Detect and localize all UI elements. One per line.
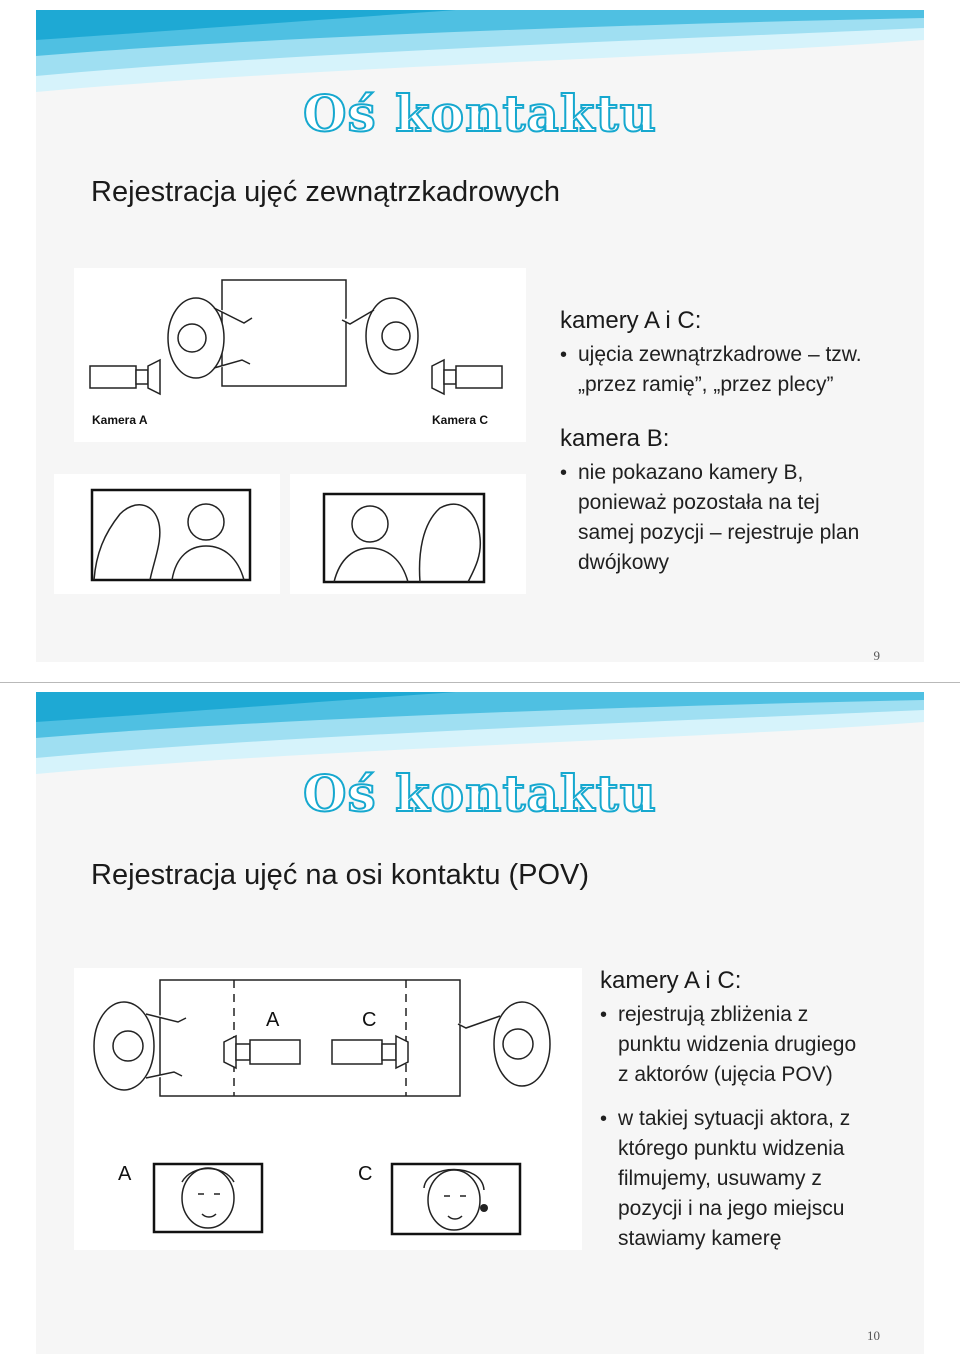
bullet-item — [600, 1000, 910, 1090]
page-number: 9 — [873, 648, 880, 662]
slide-text-block — [600, 966, 910, 1254]
bullet-line: z aktorów (ujęcia POV) — [618, 1063, 833, 1086]
bullet-item — [560, 340, 900, 400]
camera-c-label: Kamera C — [432, 413, 489, 427]
frame-a-label: A — [118, 1163, 132, 1185]
frame-over-shoulder-2 — [290, 474, 526, 594]
bullet-item — [600, 1104, 910, 1254]
camera-c-icon — [332, 1036, 408, 1068]
slide-subtitle: Rejestracja ujęć na osi kontaktu (POV) — [91, 859, 590, 891]
bullet-line: • w takiej sytuacji aktora, z — [618, 1107, 851, 1130]
bullet-line: pozycji i na jego miejscu — [618, 1197, 845, 1220]
slide-title: Oś kontaktu — [302, 84, 658, 143]
bullet-line: samej pozycji – rejestruje plan — [578, 521, 860, 544]
frame-c-closeup — [392, 1164, 520, 1234]
camera-a-icon — [224, 1036, 300, 1068]
bullet-line: filmujemy, usuwamy z — [618, 1167, 822, 1190]
frame-over-shoulder-1 — [54, 474, 280, 594]
frame-a-closeup — [154, 1164, 262, 1232]
slide-title: Oś kontaktu — [302, 764, 658, 823]
camera-a-label: A — [266, 1009, 280, 1031]
bullet-line: którego punktu widzenia — [618, 1137, 845, 1160]
page-separator — [0, 682, 960, 683]
frame-c-label: C — [358, 1163, 373, 1185]
bullet-line: ponieważ pozostała na tej — [578, 491, 820, 514]
camera-setup-diagram — [74, 268, 526, 442]
bullet-line: „przez ramię”, „przez plecy” — [578, 373, 834, 396]
bullet-line: • rejestrują zbliżenia z — [618, 1003, 809, 1026]
block-heading-cameras-ac: kamery A i C: — [560, 307, 702, 334]
bullet-line: stawiamy kamerę — [618, 1227, 782, 1250]
camera-a-label: Kamera A — [92, 413, 148, 427]
slide-subtitle: Rejestracja ujęć zewnątrzkadrowych — [91, 176, 561, 208]
camera-a-icon — [90, 360, 160, 394]
bullet-line: • nie pokazano kamery B, — [578, 461, 804, 484]
actor-right-topview — [342, 298, 418, 374]
actor-right-topview — [458, 1002, 550, 1086]
camera-c-label: C — [362, 1009, 377, 1031]
slide-text-block — [560, 306, 900, 578]
pov-diagram — [74, 968, 582, 1250]
block-heading-cameras-ac: kamery A i C: — [600, 967, 742, 994]
bullet-line: • ujęcia zewnątrzkadrowe – tzw. — [578, 343, 862, 366]
slide-9 — [36, 10, 924, 662]
slide-10 — [36, 692, 924, 1354]
bullet-line: dwójkowy — [578, 551, 670, 574]
bullet-item — [560, 458, 900, 578]
camera-c-icon — [432, 360, 502, 394]
bullet-line: punktu widzenia drugiego — [618, 1033, 857, 1056]
page-number: 10 — [867, 1328, 880, 1343]
block-heading-camera-b: kamera B: — [560, 425, 670, 452]
